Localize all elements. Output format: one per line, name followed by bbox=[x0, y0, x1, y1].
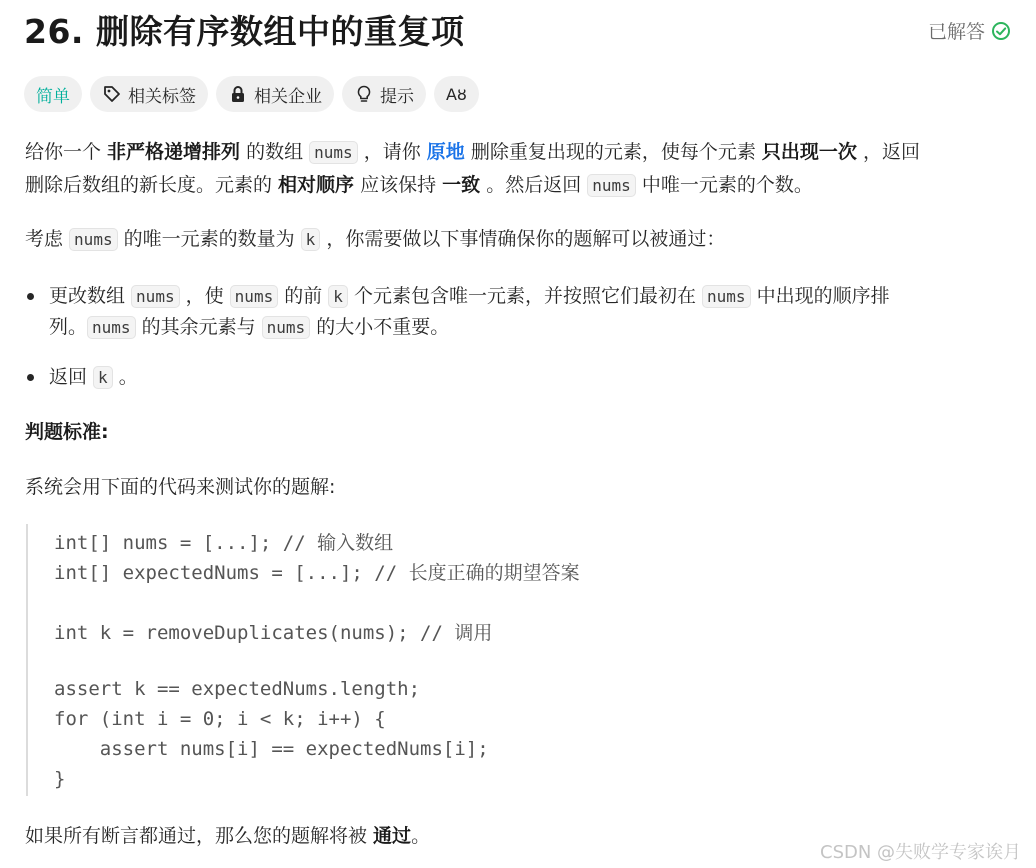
code-block bbox=[26, 524, 728, 796]
check-circle-icon bbox=[991, 21, 1011, 41]
text: 删除后数组的新长度。元素的 bbox=[25, 174, 279, 196]
translate-icon: Aȣ bbox=[446, 84, 467, 104]
problem-description bbox=[25, 136, 1015, 202]
inline-code: nums bbox=[262, 316, 311, 339]
text: 删除重复出现的元素，使每个元素 bbox=[464, 141, 762, 163]
in-place-link[interactable]: 原地 bbox=[426, 141, 465, 163]
text: 的前 bbox=[278, 285, 329, 307]
text: 系统会用下面的代码来测试你的题解: bbox=[25, 476, 336, 498]
code-line: } bbox=[54, 768, 66, 790]
tag-icon bbox=[102, 84, 122, 104]
text: ，你需要做以下事情确保你的题解可以被通过： bbox=[320, 228, 726, 250]
emphasis-text: 只出现一次 bbox=[761, 141, 857, 163]
text: 列。 bbox=[49, 316, 88, 338]
text: 。 bbox=[112, 366, 138, 388]
requirement-text-line-1 bbox=[49, 280, 890, 313]
final-note bbox=[25, 820, 430, 852]
inline-code: nums bbox=[230, 285, 279, 308]
text: 的数组 bbox=[240, 141, 310, 163]
inline-code: nums bbox=[309, 141, 358, 164]
text: 如果所有断言都通过，那么您的题解将被 bbox=[25, 825, 374, 847]
text: 考虑 bbox=[25, 228, 70, 250]
page-title: 26. 删除有序数组中的重复项 bbox=[24, 12, 465, 51]
inline-code: k bbox=[301, 228, 321, 251]
text: 个元素包含唯一元素，并按照它们最初在 bbox=[347, 285, 703, 307]
lock-icon bbox=[228, 84, 248, 104]
requirement-text-line-2 bbox=[49, 311, 449, 344]
requirement-text bbox=[49, 361, 138, 394]
description-line-1 bbox=[25, 136, 1015, 169]
related-topics-label: 相关标签 bbox=[128, 86, 196, 107]
hint-label: 提示 bbox=[380, 86, 414, 107]
emphasis-text: 相对顺序 bbox=[278, 174, 355, 196]
watermark: CSDN @失败学专家诶月 bbox=[820, 842, 1022, 863]
requirements-intro bbox=[25, 223, 725, 256]
text: 。 bbox=[411, 825, 431, 847]
text: 中出现的顺序排 bbox=[750, 285, 890, 307]
code-line: assert k == expectedNums.length; bbox=[54, 678, 421, 700]
text: ，请你 bbox=[357, 141, 427, 163]
inline-code: nums bbox=[131, 285, 180, 308]
inline-code: nums bbox=[702, 285, 751, 308]
text: 更改数组 bbox=[49, 285, 132, 307]
lightbulb-icon bbox=[354, 84, 374, 104]
solved-status bbox=[928, 17, 1011, 44]
difficulty-tag[interactable] bbox=[24, 76, 82, 112]
text: 返回 bbox=[49, 366, 94, 388]
code-line: int[] nums = [...]; // 输入数组 bbox=[54, 532, 394, 554]
difficulty-label: 简单 bbox=[36, 86, 70, 107]
related-companies-label: 相关企业 bbox=[254, 86, 322, 107]
related-companies-button[interactable] bbox=[216, 76, 334, 112]
text: 的大小不重要。 bbox=[310, 316, 450, 338]
text: 的唯一元素的数量为 bbox=[117, 228, 301, 250]
emphasis-text: 非严格递增排列 bbox=[107, 141, 241, 163]
hint-button[interactable] bbox=[342, 76, 426, 112]
inline-code: nums bbox=[87, 316, 136, 339]
judge-heading bbox=[25, 416, 109, 448]
code-line: int k = removeDuplicates(nums); // 调用 bbox=[54, 622, 493, 644]
text: 应该保持 bbox=[354, 174, 443, 196]
emphasis-text: 一致 bbox=[442, 174, 481, 196]
inline-code: k bbox=[93, 366, 113, 389]
text: ，使 bbox=[179, 285, 230, 307]
translate-button[interactable] bbox=[434, 76, 479, 112]
text: ，返回 bbox=[856, 141, 920, 163]
text: 中唯一元素的个数。 bbox=[635, 174, 813, 196]
tag-bar bbox=[24, 76, 479, 112]
bullet-dot bbox=[27, 374, 34, 381]
description-line-2 bbox=[25, 169, 1015, 202]
text: 的其余元素与 bbox=[135, 316, 262, 338]
emphasis-text: 通过 bbox=[373, 825, 412, 847]
text: 给你一个 bbox=[25, 141, 108, 163]
code-line: for (int i = 0; i < k; i++) { bbox=[54, 708, 386, 730]
related-topics-button[interactable] bbox=[90, 76, 208, 112]
inline-code: nums bbox=[587, 174, 636, 197]
code-line: int[] expectedNums = [...]; // 长度正确的期望答案 bbox=[54, 562, 580, 584]
judge-description bbox=[25, 471, 335, 503]
text: 。然后返回 bbox=[480, 174, 588, 196]
bullet-dot bbox=[27, 293, 34, 300]
code-line: assert nums[i] == expectedNums[i]; bbox=[54, 738, 489, 760]
heading-text: 判题标准: bbox=[25, 421, 109, 443]
inline-code: k bbox=[328, 285, 348, 308]
inline-code: nums bbox=[69, 228, 118, 251]
solved-label: 已解答 bbox=[928, 21, 986, 43]
